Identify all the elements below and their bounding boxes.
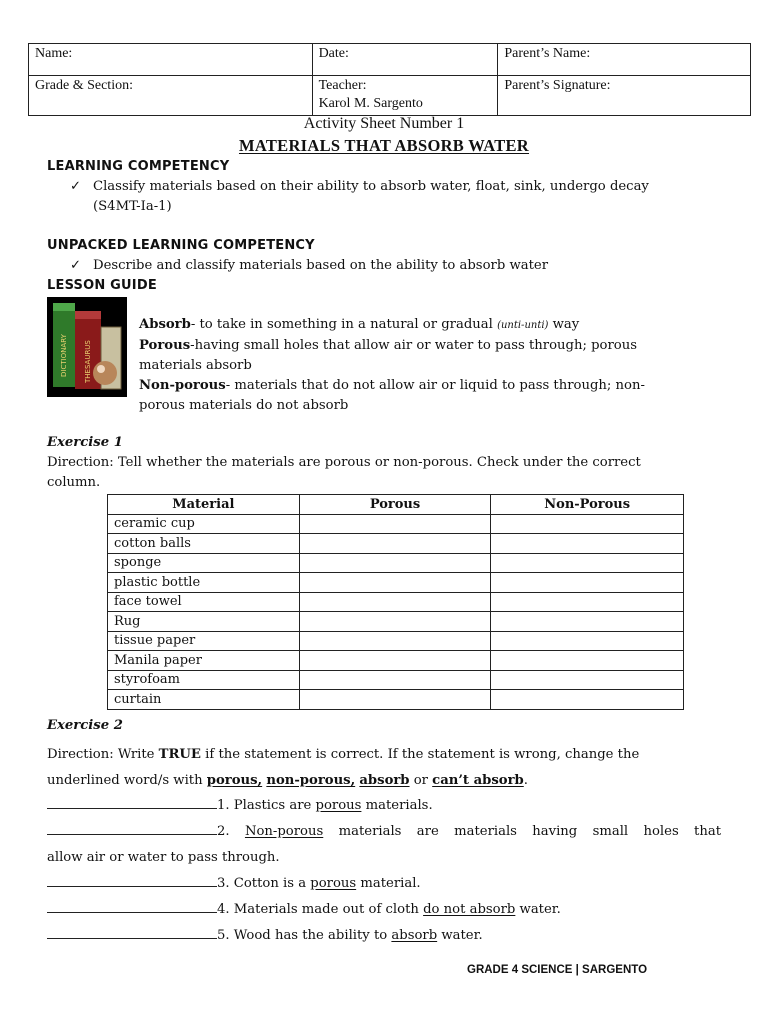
teacher-field — [312, 76, 498, 116]
book-spine-1: DICTIONARY — [60, 334, 68, 377]
material-cell: face towel — [108, 592, 300, 612]
table-row — [108, 553, 684, 573]
table-row — [108, 651, 684, 671]
exercise2-direction: Direction: Write TRUE if the statement is correct. If the statement is wrong, change the underlined word/s with porous, non-porous, absorb or can’t absorb. — [47, 747, 640, 788]
unpacked-heading: UNPACKED LEARNING COMPETENCY — [47, 238, 315, 253]
books-clipart-icon — [47, 297, 127, 397]
table-header-row — [108, 495, 684, 515]
material-cell: ceramic cup — [108, 514, 300, 534]
porous-check-cell[interactable] — [299, 553, 491, 573]
learning-competency-heading: LEARNING COMPETENCY — [47, 159, 230, 174]
porous-definition: Porous-having small holes that allow air or water to pass through; porous — [139, 338, 637, 353]
table-row — [108, 631, 684, 651]
material-cell: Rug — [108, 612, 300, 632]
porous-check-cell[interactable] — [299, 514, 491, 534]
non-porous-check-cell[interactable] — [491, 534, 684, 554]
date-field[interactable] — [312, 44, 498, 76]
nonporous-definition-cont: porous materials do not absorb — [139, 398, 349, 413]
col-non-porous: Non-Porous — [491, 495, 684, 515]
check-icon: ✓ — [70, 179, 82, 194]
table-row — [108, 690, 684, 710]
non-porous-check-cell[interactable] — [491, 670, 684, 690]
teacher-label: Teacher: — [318, 78, 367, 93]
non-porous-check-cell[interactable] — [491, 651, 684, 671]
table-row — [108, 592, 684, 612]
non-porous-check-cell[interactable] — [491, 553, 684, 573]
table-row — [108, 670, 684, 690]
lc-line-1: Classify materials based on their ability to absorb water, float, sink, undergo decay — [93, 179, 649, 194]
non-porous-check-cell[interactable] — [491, 690, 684, 710]
porous-check-cell[interactable] — [299, 534, 491, 554]
learning-competency-item — [93, 177, 723, 217]
list-item-continuation: allow air or water to pass through. — [47, 850, 280, 865]
porous-check-cell[interactable] — [299, 631, 491, 651]
page-title — [0, 136, 768, 156]
porous-check-cell[interactable] — [299, 592, 491, 612]
lc-line-2: (S4MT-Ia-1) — [93, 199, 172, 214]
non-porous-check-cell[interactable] — [491, 514, 684, 534]
answer-blank[interactable] — [47, 875, 217, 887]
table-row — [108, 573, 684, 593]
porous-definition-cont: materials absorb — [139, 358, 252, 373]
non-porous-check-cell[interactable] — [491, 631, 684, 651]
parent-signature-label: Parent’s Signature: — [504, 78, 611, 93]
student-info-table — [28, 43, 751, 116]
lesson-definitions — [139, 315, 720, 416]
non-porous-check-cell[interactable] — [491, 612, 684, 632]
grade-section-field[interactable] — [29, 76, 313, 116]
nonporous-definition: Non-porous- materials that do not allow air or liquid to pass through; non- — [139, 378, 645, 393]
check-icon: ✓ — [70, 258, 82, 273]
activity-number: Activity Sheet Number 1 — [303, 115, 465, 132]
answer-blank[interactable] — [47, 901, 217, 913]
page-footer: GRADE 4 SCIENCE | SARGENTO — [467, 964, 648, 976]
porous-check-cell[interactable] — [299, 612, 491, 632]
answer-blank[interactable] — [47, 823, 217, 835]
non-porous-check-cell[interactable] — [491, 592, 684, 612]
parent-name-label: Parent’s Name: — [504, 46, 591, 61]
material-cell: tissue paper — [108, 631, 300, 651]
material-cell: plastic bottle — [108, 573, 300, 593]
porous-check-cell[interactable] — [299, 573, 491, 593]
material-cell: cotton balls — [108, 534, 300, 554]
porous-check-cell[interactable] — [299, 670, 491, 690]
non-porous-check-cell[interactable] — [491, 573, 684, 593]
list-item: 1. Plastics are porous materials. — [47, 793, 721, 819]
material-cell: styrofoam — [108, 670, 300, 690]
porous-check-cell[interactable] — [299, 651, 491, 671]
page-title-text: MATERIALS THAT ABSORB WATER — [238, 136, 530, 155]
porous-check-cell[interactable] — [299, 690, 491, 710]
book-spine-2: THESAURUS — [84, 340, 92, 383]
col-porous: Porous — [299, 495, 491, 515]
parent-signature-field[interactable] — [498, 76, 751, 116]
teacher-name: Karol M. Sargento — [318, 96, 423, 111]
list-item: 5. Wood has the ability to absorb water. — [47, 923, 721, 949]
exercise1-direction: Direction: Tell whether the materials are porous or non-porous. Check under the correct column. — [47, 455, 641, 490]
parent-name-field[interactable] — [498, 44, 751, 76]
grade-section-label: Grade & Section: — [35, 78, 133, 93]
lesson-guide-heading: LESSON GUIDE — [47, 278, 157, 293]
answer-blank[interactable] — [47, 797, 217, 809]
list-item: 3. Cotton is a porous material. — [47, 871, 721, 897]
absorb-definition: Absorb- to take in something in a natural or gradual (unti-unti) way — [139, 317, 580, 332]
material-cell: sponge — [108, 553, 300, 573]
table-row — [108, 612, 684, 632]
classification-table — [107, 494, 684, 710]
name-label: Name: — [35, 46, 73, 61]
material-cell: curtain — [108, 690, 300, 710]
list-item: 2. Non-porous materials are materials having small holes that — [47, 819, 721, 845]
table-row — [108, 534, 684, 554]
table-row — [108, 514, 684, 534]
date-label: Date: — [318, 46, 349, 61]
exercise2-items — [47, 793, 721, 949]
exercise2-heading: Exercise 2 — [47, 718, 123, 733]
col-material: Material — [108, 495, 300, 515]
unpacked-item: Describe and classify materials based on the ability to absorb water — [93, 258, 549, 273]
material-cell: Manila paper — [108, 651, 300, 671]
name-field[interactable] — [29, 44, 313, 76]
list-item: 4. Materials made out of cloth do not absorb water. — [47, 897, 721, 923]
exercise1-heading: Exercise 1 — [47, 435, 123, 450]
answer-blank[interactable] — [47, 927, 217, 939]
